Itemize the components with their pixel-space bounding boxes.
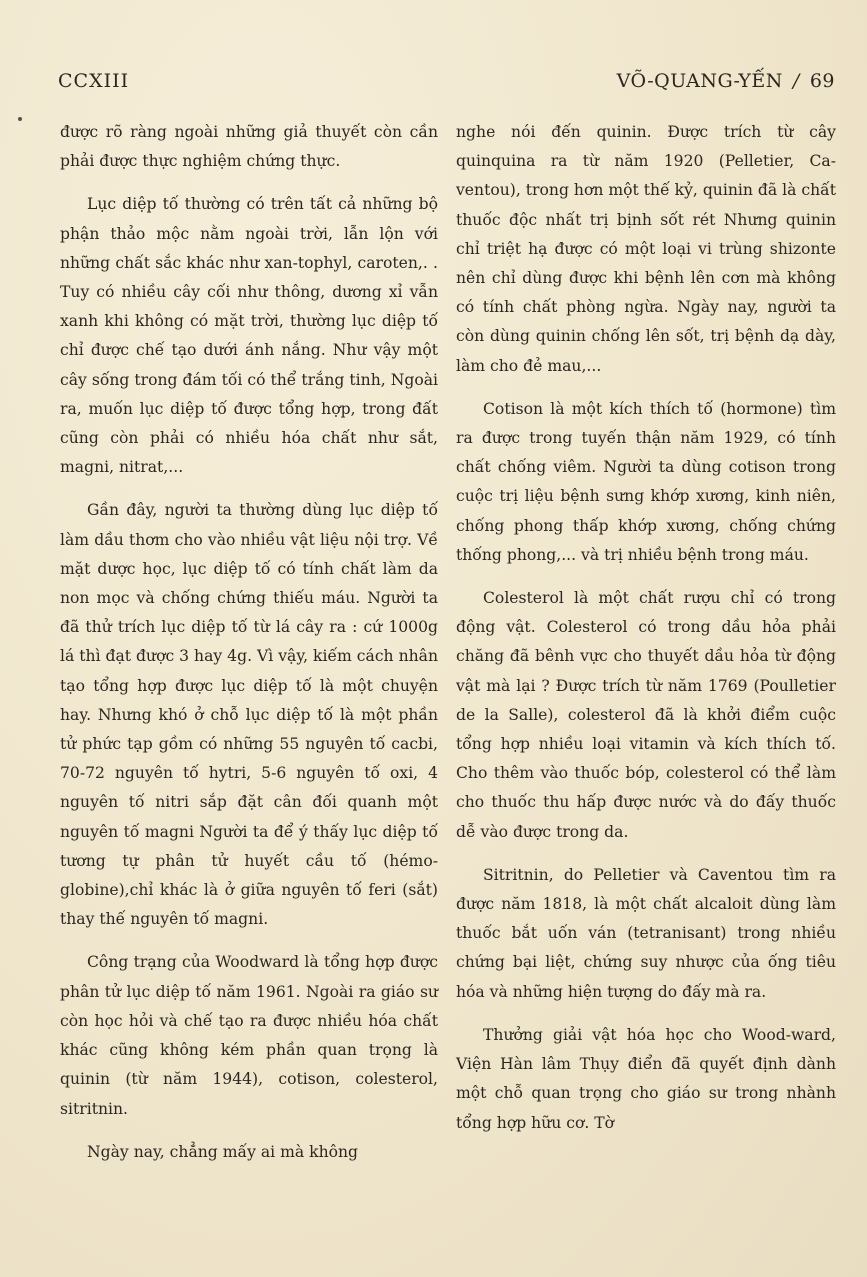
paragraph: được rõ ràng ngoài những giả thuyết còn cần phải được thực nghiệm chứng thực. [60,123,438,171]
paragraph: Lục diệp tố thường có trên tất cả những bộ phận thảo mộc nằm ngoài trời, lẫn lộn với những chất sắc khác như xan-tophyl, caroten,. . Tuy có nhiều cây cối như thông, dương xỉ vẫn xanh khi không có mặt trời, thường lục diệp tố chỉ được chế tạo dưới ánh nắng. Như vậy một cây sống trong đám tối có thể trắng tinh, Ngoài ra, muốn lục diệp tố được tổng hợp, trong đất cũng còn phải có nhiều hóa chất như sắt, magni, nitrat,... [60,195,438,477]
author-name: VÕ-QUANG-YẾN [616,70,783,92]
paragraph: Sitritnin, do Pelletier và Caventou tìm ra được năm 1818, là một chất alcaloit dùng làm thuốc bắt uốn ván (tetranisant) trong nhiều chứng bại liệt, chứng suy nhược của ống tiêu hóa và những hiện tượng do đấy mà ra. [456,865,836,1001]
paragraph: Thưởng giải vật hóa học cho Wood-ward, Viện Hàn lâm Thụy điển đã quyết định dành một chỗ quan trọng cho giáo sư trong nhành tổng hợp hữu cơ. Tờ [456,1025,836,1132]
paragraph: nghe nói đến quinin. Được trích từ cây quinquina ra từ năm 1920 (Pelletier, Ca-ventou), trong hơn một thế kỷ, quinin đã là chất thuốc độc nhất trị bịnh sốt rét Nhưng quinin chỉ triệt hạ được có một loại vi trùng shizonte nên chỉ dùng được khi bệnh lên cơn mà không có tính chất phòng ngừa. Ngày nay, người ta còn dùng quinin chống lên sốt, trị bệnh dạ dày, làm cho đẻ mau,... [456,123,836,375]
paragraph: Cotison là một kích thích tố (hormone) tìm ra được trong tuyến thận năm 1929, có tính chất chống viêm. Người ta dùng cotison trong cuộc trị liệu bệnh sưng khớp xương, kinh niên, chống phong thấp khớp xương, chống chứng thống phong,... và trị nhiều bệnh trong máu. [456,399,836,564]
left-column [60,118,438,1181]
page-number: 69 [809,70,835,92]
print-speck [18,117,22,121]
chapter-number: CCXIII [58,70,130,92]
paragraph: Gần đây, người ta thường dùng lục diệp tố làm dầu thơm cho vào nhiều vật liệu nội trợ. Về mặt dược học, lục diệp tố có tính chất làm da non mọc và chống chứng thiếu máu. Người ta đã thử trích lục diệp tố từ lá cây ra : cứ 1000g lá thì đạt được 3 hay 4g. Vì vậy, kiếm cách nhân tạo tổng hợp được lục diệp tố là một chuyện hay. Nhưng khó ở chỗ lục diệp tố là một phần tử phức tạp gồm có những 55 nguyên tố cacbi, 70-72 nguyên tố hytri, 5-6 nguyên tố oxi, 4 nguyên tố nitri sắp đặt cân đối quanh một nguyên tố magni Người ta để ý thấy lục diệp tố tương tự phân tử huyết cầu tố (hémo-globine),chỉ khác là ở giữa nguyên tố feri (sắt) thay thế nguyên tố magni. [60,501,438,929]
running-header [617,70,835,92]
paragraph: Công trạng của Woodward là tổng hợp được phân tử lục diệp tố năm 1961. Ngoài ra giáo sư còn học hỏi và chế tạo ra được nhiều hóa chất khác cũng không kém phần quan trọng là quinin (từ năm 1944), cotison, colesterol, sitritnin. [60,953,438,1118]
right-column [456,118,836,1152]
header-separator: / [792,70,800,92]
paragraph: Ngày nay, chẳng mấy ai mà không [87,1142,359,1161]
paragraph: Colesterol là một chất rượu chỉ có trong động vật. Colesterol có trong dầu hỏa phải chăng đã bênh vực cho thuyết dầu hỏa từ động vật mà lại ? Được trích từ năm 1769 (Poulletier de la Salle), colesterol đã là khởi điểm cuộc tổng hợp nhiều loại vitamin và kích thích tố. Cho thêm vào thuốc bóp, colesterol có thể làm cho thuốc thu hấp được nước và do đấy thuốc dễ vào được trong da. [456,589,836,841]
